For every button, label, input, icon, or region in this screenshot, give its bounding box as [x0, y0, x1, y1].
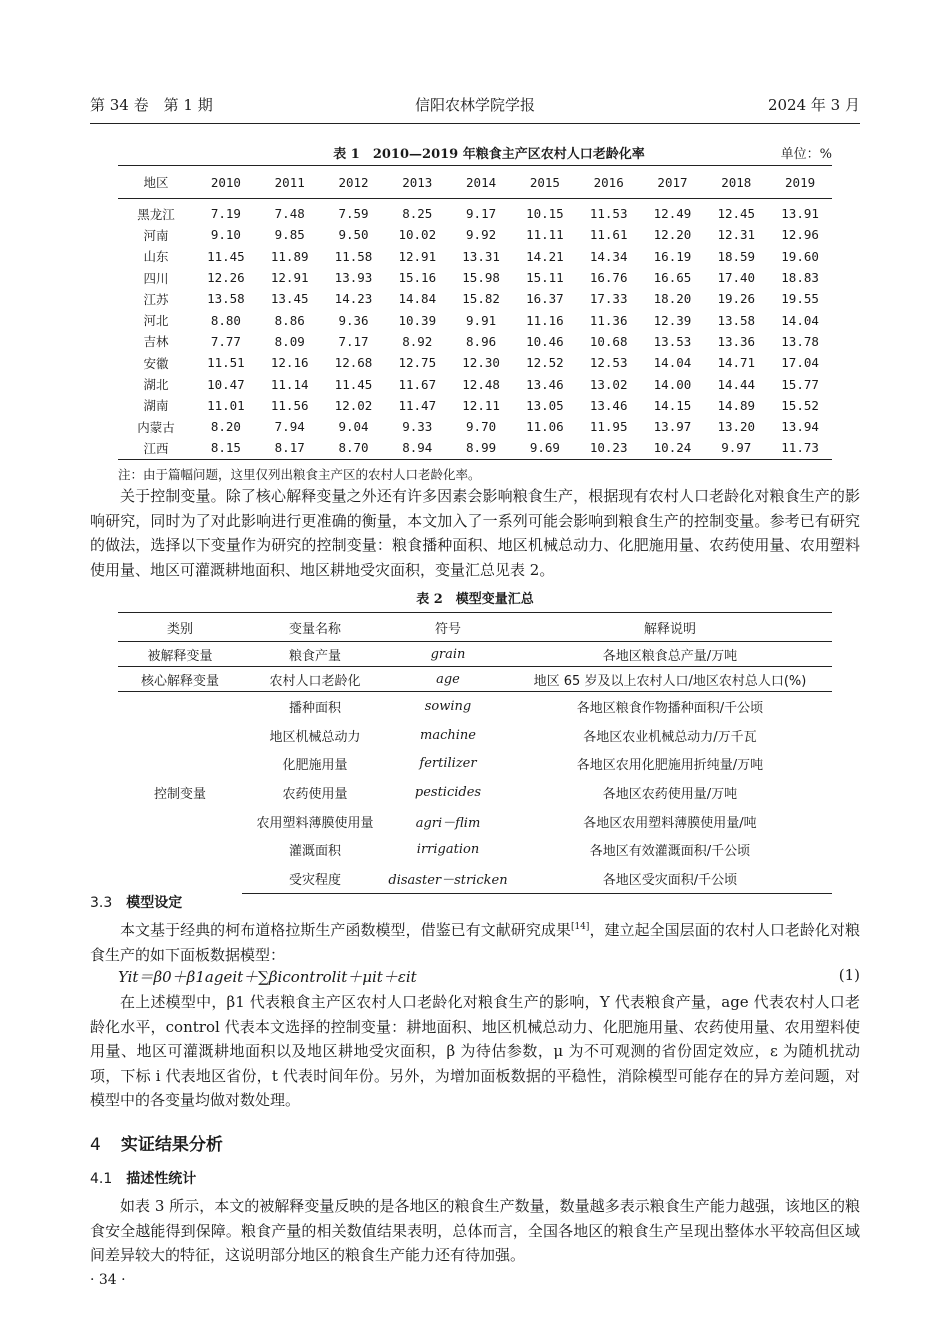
table1-value-cell: 14.34 [589, 248, 628, 264]
table1-value-cell: 13.53 [653, 333, 692, 349]
table1-row [118, 224, 832, 245]
model-text: 本文基于经典的柯布道格拉斯生产函数模型，借鉴已有文献研究成果 [120, 921, 571, 939]
table1-value-cell: 14.00 [653, 376, 692, 392]
table1-region-cell: 湖南 [143, 398, 169, 414]
table1-value-cell: 11.11 [526, 227, 564, 243]
table1-value-cell: 9.50 [338, 227, 369, 243]
table1-value-cell: 14.04 [781, 312, 819, 328]
table2-cell: 各地区农药使用量/万吨 [602, 786, 738, 802]
table1-value-cell: 12.91 [398, 248, 437, 264]
table1-row [118, 331, 832, 352]
table2-cell: 各地区受灾面积/千公顷 [508, 864, 832, 893]
table1-aging-rates [118, 165, 832, 460]
table1-value-cell: 11.47 [398, 397, 437, 413]
table1-region-cell: 安徽 [143, 355, 169, 371]
table1-region-cell: 黑龙江 [137, 206, 175, 222]
table2-cell: sowing [424, 698, 472, 714]
table1-value-cell: 18.59 [717, 248, 756, 264]
table1-value-cell: 8.94 [385, 437, 449, 459]
table1-value-cell: 15.11 [526, 270, 564, 286]
table2-cell: age [388, 667, 508, 692]
journal-title: 信阳农林学院学报 [414, 96, 535, 114]
table1-value-cell: 11.51 [207, 355, 245, 371]
table1-note: 注：由于篇幅问题，这里仅列出粮食主产区的农村人口老龄化率。 [118, 467, 481, 482]
table1-value-cell: 13.05 [526, 397, 564, 413]
table2-cell: 农药使用量 [282, 786, 348, 802]
table2-cell: machine [420, 727, 476, 743]
table1-value-cell: 13.58 [717, 312, 756, 328]
table1-value-cell: 13.97 [653, 419, 692, 435]
section-title: 模型设定 [126, 895, 183, 911]
table1-value-cell: 9.17 [466, 206, 497, 222]
table1-value-cell: 14.71 [717, 355, 756, 371]
table1-row [118, 416, 832, 437]
table1-region-cell: 江西 [118, 437, 194, 459]
table1-region-cell: 四川 [143, 270, 169, 286]
table1-value-cell: 14.84 [398, 291, 437, 307]
table1-value-cell: 12.16 [270, 355, 309, 371]
table1-value-cell: 11.58 [334, 248, 373, 264]
table1-value-cell: 13.20 [717, 419, 756, 435]
section-number: 3.3 [90, 895, 113, 911]
table1-value-cell: 16.65 [653, 270, 692, 286]
table1-value-cell: 16.37 [526, 291, 564, 307]
table1-value-cell: 14.21 [526, 248, 564, 264]
table1-value-cell: 7.19 [210, 206, 241, 222]
table1-region-cell: 内蒙古 [137, 419, 175, 435]
table1-value-cell: 16.19 [653, 248, 692, 264]
table1-value-cell: 8.92 [402, 333, 433, 349]
table2-row-dependent [118, 642, 832, 667]
table1-value-cell: 11.61 [589, 227, 628, 243]
table2-cell: 各地区粮食总产量/万吨 [508, 642, 832, 667]
table1-value-cell: 17.33 [589, 291, 628, 307]
table1-value-cell: 13.36 [717, 333, 756, 349]
table1-value-cell: 12.11 [462, 397, 500, 413]
equation-number: (1) [838, 966, 860, 984]
table1-value-cell: 11.89 [270, 248, 309, 264]
table1-value-cell: 18.20 [653, 291, 692, 307]
table1-value-cell: 8.15 [194, 437, 258, 459]
table1-value-cell: 9.85 [274, 227, 305, 243]
table2-cell: 被解释变量 [118, 642, 242, 667]
table1-value-cell: 17.04 [781, 355, 819, 371]
table1-value-cell: 13.94 [781, 419, 819, 435]
table1-value-cell: 8.99 [449, 437, 513, 459]
table1-value-cell: 10.68 [589, 333, 628, 349]
table2-col-category: 类别 [118, 613, 242, 642]
table1-col-year: 2012 [322, 166, 386, 199]
table1-row [118, 246, 832, 267]
table1-row [118, 309, 832, 330]
table2-cell: 各地区农业机械总动力/万千瓦 [583, 729, 757, 745]
table1-value-cell: 9.91 [466, 312, 497, 328]
table1-caption-bar [118, 143, 860, 163]
table1-header-row [118, 166, 832, 199]
table1-col-year: 2019 [768, 166, 832, 199]
table1-row [118, 437, 832, 459]
table2-col-symbol: 符号 [388, 613, 508, 642]
table1-value-cell: 8.20 [210, 419, 241, 435]
table1-value-cell: 13.78 [781, 333, 819, 349]
table2-row-control [118, 692, 832, 721]
table2-cell: 各地区有效灌溉面积/千公顷 [589, 844, 751, 860]
table1-col-year: 2011 [258, 166, 322, 199]
table2-cell: 灌溉面积 [288, 844, 341, 860]
table1-value-cell: 12.96 [781, 227, 819, 243]
table1-row [118, 199, 832, 225]
table1-value-cell: 12.39 [653, 312, 692, 328]
table1-value-cell: 7.94 [274, 419, 305, 435]
table2-cell: pesticides [414, 784, 482, 800]
table1-col-year: 2016 [577, 166, 641, 199]
table1-value-cell: 9.92 [466, 227, 497, 243]
table1-value-cell: 13.58 [207, 291, 245, 307]
table2-cell: 农用塑料薄膜使用量 [256, 815, 374, 831]
table1-caption: 表 1 2010—2019 年粮食主产区农村人口老龄化率 [333, 147, 645, 162]
section-heading-3-3 [90, 892, 182, 912]
table2-cell: 各地区农用化肥施用折纯量/万吨 [576, 758, 764, 774]
table1-value-cell: 9.70 [466, 419, 497, 435]
table1-value-cell: 12.48 [462, 376, 500, 392]
section-number: 4 [90, 1135, 101, 1155]
table1-value-cell: 10.47 [207, 376, 245, 392]
table2-col-desc: 解释说明 [508, 613, 832, 642]
page-number: · 34 · [90, 1272, 126, 1288]
table1-value-cell: 7.59 [338, 206, 369, 222]
table1-value-cell: 12.53 [589, 355, 628, 371]
table2-cell: fertilizer [419, 756, 477, 772]
table2-cell: agri－flim [415, 815, 481, 831]
table1-value-cell: 12.31 [717, 227, 756, 243]
section-heading-4 [90, 1130, 223, 1155]
table1-row [118, 373, 832, 394]
table1-value-cell: 11.45 [334, 376, 373, 392]
table1-value-cell: 10.02 [398, 227, 437, 243]
table1-value-cell: 15.52 [781, 397, 819, 413]
table1-value-cell: 13.91 [781, 206, 819, 222]
table1-row [118, 395, 832, 416]
control-variables-paragraph: 关于控制变量。除了核心解释变量之外还有许多因素会影响粮食生产，根据现有农村人口老龄化对粮食生产的影响研究，同时为了对此影响进行更准确的衡量，本文加入了一系列可能会影响到粮食生产的控制变量。参考已有研究的做法，选择以下变量作为研究的控制变量：粮食播种面积、地区机械总动力、化肥施用量、农药使用量、农用塑料使用量、地区可灌溉耕地面积、地区耕地受灾面积，变量汇总见表 2。 [90, 487, 860, 579]
table2-col-name: 变量名称 [242, 613, 388, 642]
table2-row-core [118, 667, 832, 692]
table2-cell: 各地区粮食作物播种面积/千公顷 [576, 700, 764, 716]
table1-value-cell: 7.77 [210, 333, 241, 349]
table1-value-cell: 11.45 [207, 248, 245, 264]
table1-value-cell: 10.46 [526, 333, 564, 349]
table1-value-cell: 19.55 [781, 291, 819, 307]
table1-region-cell: 山东 [143, 249, 169, 265]
table1-value-cell: 11.73 [768, 437, 832, 459]
table1-value-cell: 12.91 [270, 270, 309, 286]
section-title: 描述性统计 [126, 1171, 197, 1187]
section-title: 实证结果分析 [120, 1135, 223, 1155]
section-number: 4.1 [90, 1171, 113, 1187]
table1-col-year: 2014 [449, 166, 513, 199]
table1-value-cell: 7.17 [338, 333, 369, 349]
table1-value-cell: 13.02 [589, 376, 628, 392]
table1-body [118, 199, 832, 460]
table1-row [118, 267, 832, 288]
table1-value-cell: 12.49 [653, 206, 692, 222]
table1-value-cell: 12.02 [334, 397, 373, 413]
table1-value-cell: 12.68 [334, 355, 373, 371]
table1-value-cell: 10.39 [398, 312, 437, 328]
table2-cell: 地区机械总动力 [269, 729, 361, 745]
table2-cell: grain [388, 642, 508, 667]
table2-model-variables [118, 612, 832, 894]
table1-value-cell: 13.93 [334, 270, 373, 286]
table1-value-cell: 9.97 [704, 437, 768, 459]
table1-value-cell: 13.31 [462, 248, 500, 264]
table2-cell: 播种面积 [288, 700, 341, 716]
table2-cell: 核心解释变量 [118, 667, 242, 692]
table1-value-cell: 12.20 [653, 227, 692, 243]
table1-col-year: 2010 [194, 166, 258, 199]
table2-cell: 化肥施用量 [282, 758, 348, 774]
table1-value-cell: 13.46 [526, 376, 564, 392]
table1-region-cell: 吉林 [143, 334, 169, 350]
table1-value-cell: 10.24 [641, 437, 705, 459]
table1-value-cell: 11.14 [270, 376, 309, 392]
running-header [90, 94, 860, 122]
table1-col-year: 2018 [704, 166, 768, 199]
table1-value-cell: 16.76 [589, 270, 628, 286]
table1-value-cell: 18.83 [781, 270, 819, 286]
table1-value-cell: 8.09 [274, 333, 305, 349]
table1-value-cell: 12.52 [526, 355, 564, 371]
table1-value-cell: 14.23 [334, 291, 373, 307]
table1-value-cell: 10.23 [577, 437, 641, 459]
table1-region-cell: 河北 [143, 313, 169, 329]
table1-region-cell: 江苏 [143, 291, 169, 307]
table2-header-row [118, 613, 832, 642]
table1-value-cell: 13.45 [270, 291, 309, 307]
table1-value-cell: 9.69 [513, 437, 577, 459]
table1-value-cell: 9.36 [338, 312, 369, 328]
table2-cell: irrigation [416, 842, 480, 858]
table2-cell: 粮食产量 [242, 642, 388, 667]
table1-value-cell: 8.17 [258, 437, 322, 459]
table1-value-cell: 12.30 [462, 355, 500, 371]
table1-value-cell: 11.06 [526, 419, 564, 435]
table1-value-cell: 11.01 [207, 397, 245, 413]
table1-value-cell: 14.44 [717, 376, 756, 392]
table2-cell: 各地区农用塑料薄膜使用量/吨 [583, 815, 757, 831]
section-heading-4-1 [90, 1168, 196, 1188]
table1-value-cell: 15.77 [781, 376, 819, 392]
table1-value-cell: 11.67 [398, 376, 437, 392]
table1-row [118, 288, 832, 309]
table1-value-cell: 15.98 [462, 270, 500, 286]
table2-cell: 农村人口老龄化 [242, 667, 388, 692]
table1-value-cell: 8.25 [402, 206, 433, 222]
table1-value-cell: 19.60 [781, 248, 819, 264]
table1-value-cell: 11.95 [589, 419, 628, 435]
table1-value-cell: 11.53 [589, 206, 628, 222]
table1-value-cell: 8.86 [274, 312, 305, 328]
table1-value-cell: 12.75 [398, 355, 437, 371]
header-rule [90, 123, 860, 124]
table1-region-cell: 河南 [143, 227, 169, 243]
model-paragraph [90, 915, 860, 967]
table1-value-cell: 9.33 [402, 419, 433, 435]
table2-caption: 表 2 模型变量汇总 [416, 592, 534, 607]
table1-value-cell: 10.15 [526, 206, 564, 222]
table1-value-cell: 8.70 [322, 437, 386, 459]
table1-value-cell: 8.96 [466, 333, 497, 349]
table1-col-year: 2015 [513, 166, 577, 199]
volume-issue: 第 34 卷 第 1 期 [90, 96, 213, 114]
table1-value-cell: 9.10 [210, 227, 241, 243]
table1-value-cell: 15.82 [462, 291, 500, 307]
table1-region-cell: 湖北 [143, 377, 169, 393]
table1-value-cell: 19.26 [717, 291, 756, 307]
table1-value-cell: 12.26 [207, 270, 245, 286]
table1-unit: 单位：% [780, 147, 832, 162]
table2-cell: 地区 65 岁及以上农村人口/地区农村总人口(%) [508, 667, 832, 692]
table1-row [118, 352, 832, 373]
table1-value-cell: 14.04 [653, 355, 692, 371]
explanation-paragraph: 在上述模型中，β1 代表粮食主产区农村人口老龄化对粮食生产的影响，Y 代表粮食产量，age 代表农村人口老龄化水平，control 代表本文选择的控制变量：耕地面积、地区机械总动力、化肥施用量、农药使用量、农用塑料使用量、地区可灌溉耕地面积以及地区耕地受灾面积，β 为待估参数，μ 为不可观测的省份固定效应，ε 为随机扰动项，下标 i 代表地区省份，t 代表时间年份。另外，为增加面板数据的平稳性，消除模型可能存在的异方差问题，对模型中的各变量均做对数处理。 [90, 993, 860, 1109]
table1-col-year: 2013 [385, 166, 449, 199]
table1-value-cell: 12.45 [717, 206, 756, 222]
table1-value-cell: 14.15 [653, 397, 692, 413]
table1-value-cell: 7.48 [274, 206, 305, 222]
table2-cell: 受灾程度 [242, 864, 388, 893]
table1-value-cell: 11.36 [589, 312, 628, 328]
table1-value-cell: 9.04 [338, 419, 369, 435]
table1-value-cell: 11.16 [526, 312, 564, 328]
table1-value-cell: 15.16 [398, 270, 437, 286]
table1-value-cell: 11.56 [270, 397, 309, 413]
table1-col-year: 2017 [641, 166, 705, 199]
table2-control-category: 控制变量 [153, 787, 206, 803]
table2-cell: disaster－stricken [388, 864, 508, 893]
table1-value-cell: 17.40 [717, 270, 756, 286]
table1-value-cell: 14.89 [717, 397, 756, 413]
model-text-cont: ，建立起全国层面的农村人口老龄化对粮食生产的如下面板数据模型： [90, 921, 860, 964]
descriptive-paragraph: 如表 3 所示，本文的被解释变量反映的是各地区的粮食生产数量，数量越多表示粮食生产能力越强，该地区的粮食安全越能得到保障。粮食产量的相关数值结果表明，总体而言，全国各地区的粮食生产呈现出整体水平较高但区域间差异较大的特征，这说明部分地区的粮食生产能力还有待加强。 [90, 1197, 860, 1264]
panel-model-equation [118, 966, 860, 987]
table1-value-cell: 13.46 [589, 397, 628, 413]
equation-body: Yit＝β0＋β1ageit＋∑βicontrolit＋μit＋εit [118, 968, 417, 986]
issue-date: 2024 年 3 月 [767, 96, 860, 114]
table1-col-region: 地区 [118, 166, 194, 199]
table1-value-cell: 8.80 [210, 312, 241, 328]
citation: [14] [570, 922, 590, 932]
